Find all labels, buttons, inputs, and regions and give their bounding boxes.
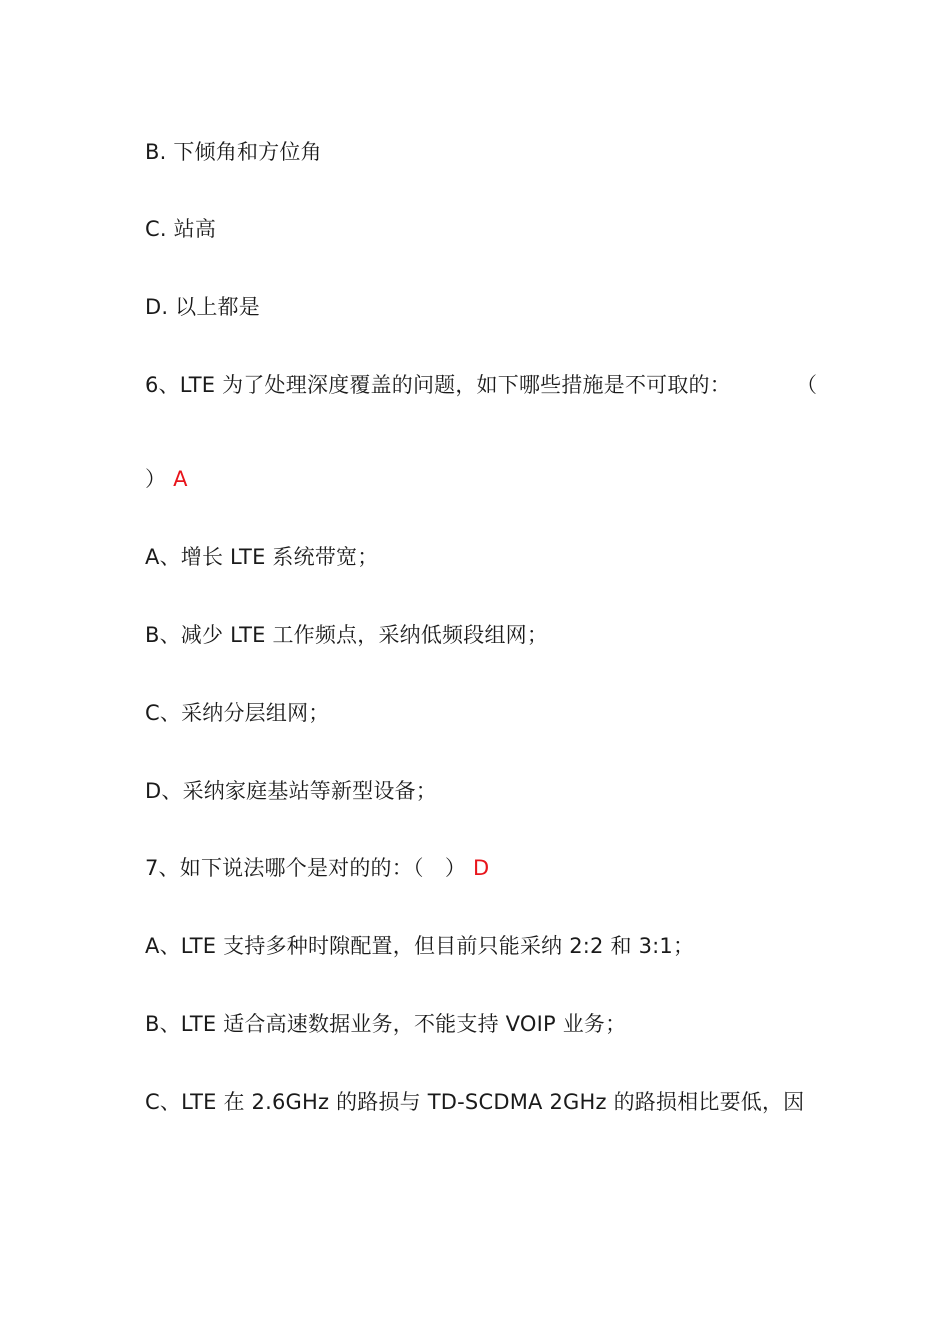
q6-option-a: A、增长 LTE 系统带宽； (145, 545, 379, 569)
q6-answer-line (145, 465, 188, 493)
q6-option-b: B、减少 LTE 工作频点，采纳低频段组网； (145, 623, 549, 647)
q5-option-d: D. 以上都是 (145, 295, 260, 319)
q6-option-c: C、采纳分层组网； (145, 701, 330, 725)
q7-question: 7、如下说法哪个是对的的：（ ） (145, 856, 467, 880)
q7-option-b: B、LTE 适合高速数据业务，不能支持 VOIP 业务； (145, 1012, 627, 1036)
q6-close-paren: ） (145, 467, 167, 491)
q6-answer: A (173, 467, 188, 491)
q6-question: 6、LTE 为了处理深度覆盖的问题，如下哪些措施是不可取的： (145, 373, 731, 397)
q5-option-b: B. 下倾角和方位角 (145, 140, 322, 164)
q7-question-line (145, 854, 489, 882)
q6-option-d: D、采纳家庭基站等新型设备； (145, 779, 437, 803)
q7-answer: D (472, 856, 490, 880)
q6-open-paren: （ (796, 373, 817, 397)
q5-option-c: C. 站高 (145, 217, 217, 241)
q7-option-a: A、LTE 支持多种时隙配置，但目前只能采纳 2:2 和 3:1； (145, 934, 695, 958)
q7-option-c: C、LTE 在 2.6GHz 的路损与 TD-SCDMA 2GHz 的路损相比要低，因 (145, 1090, 805, 1114)
